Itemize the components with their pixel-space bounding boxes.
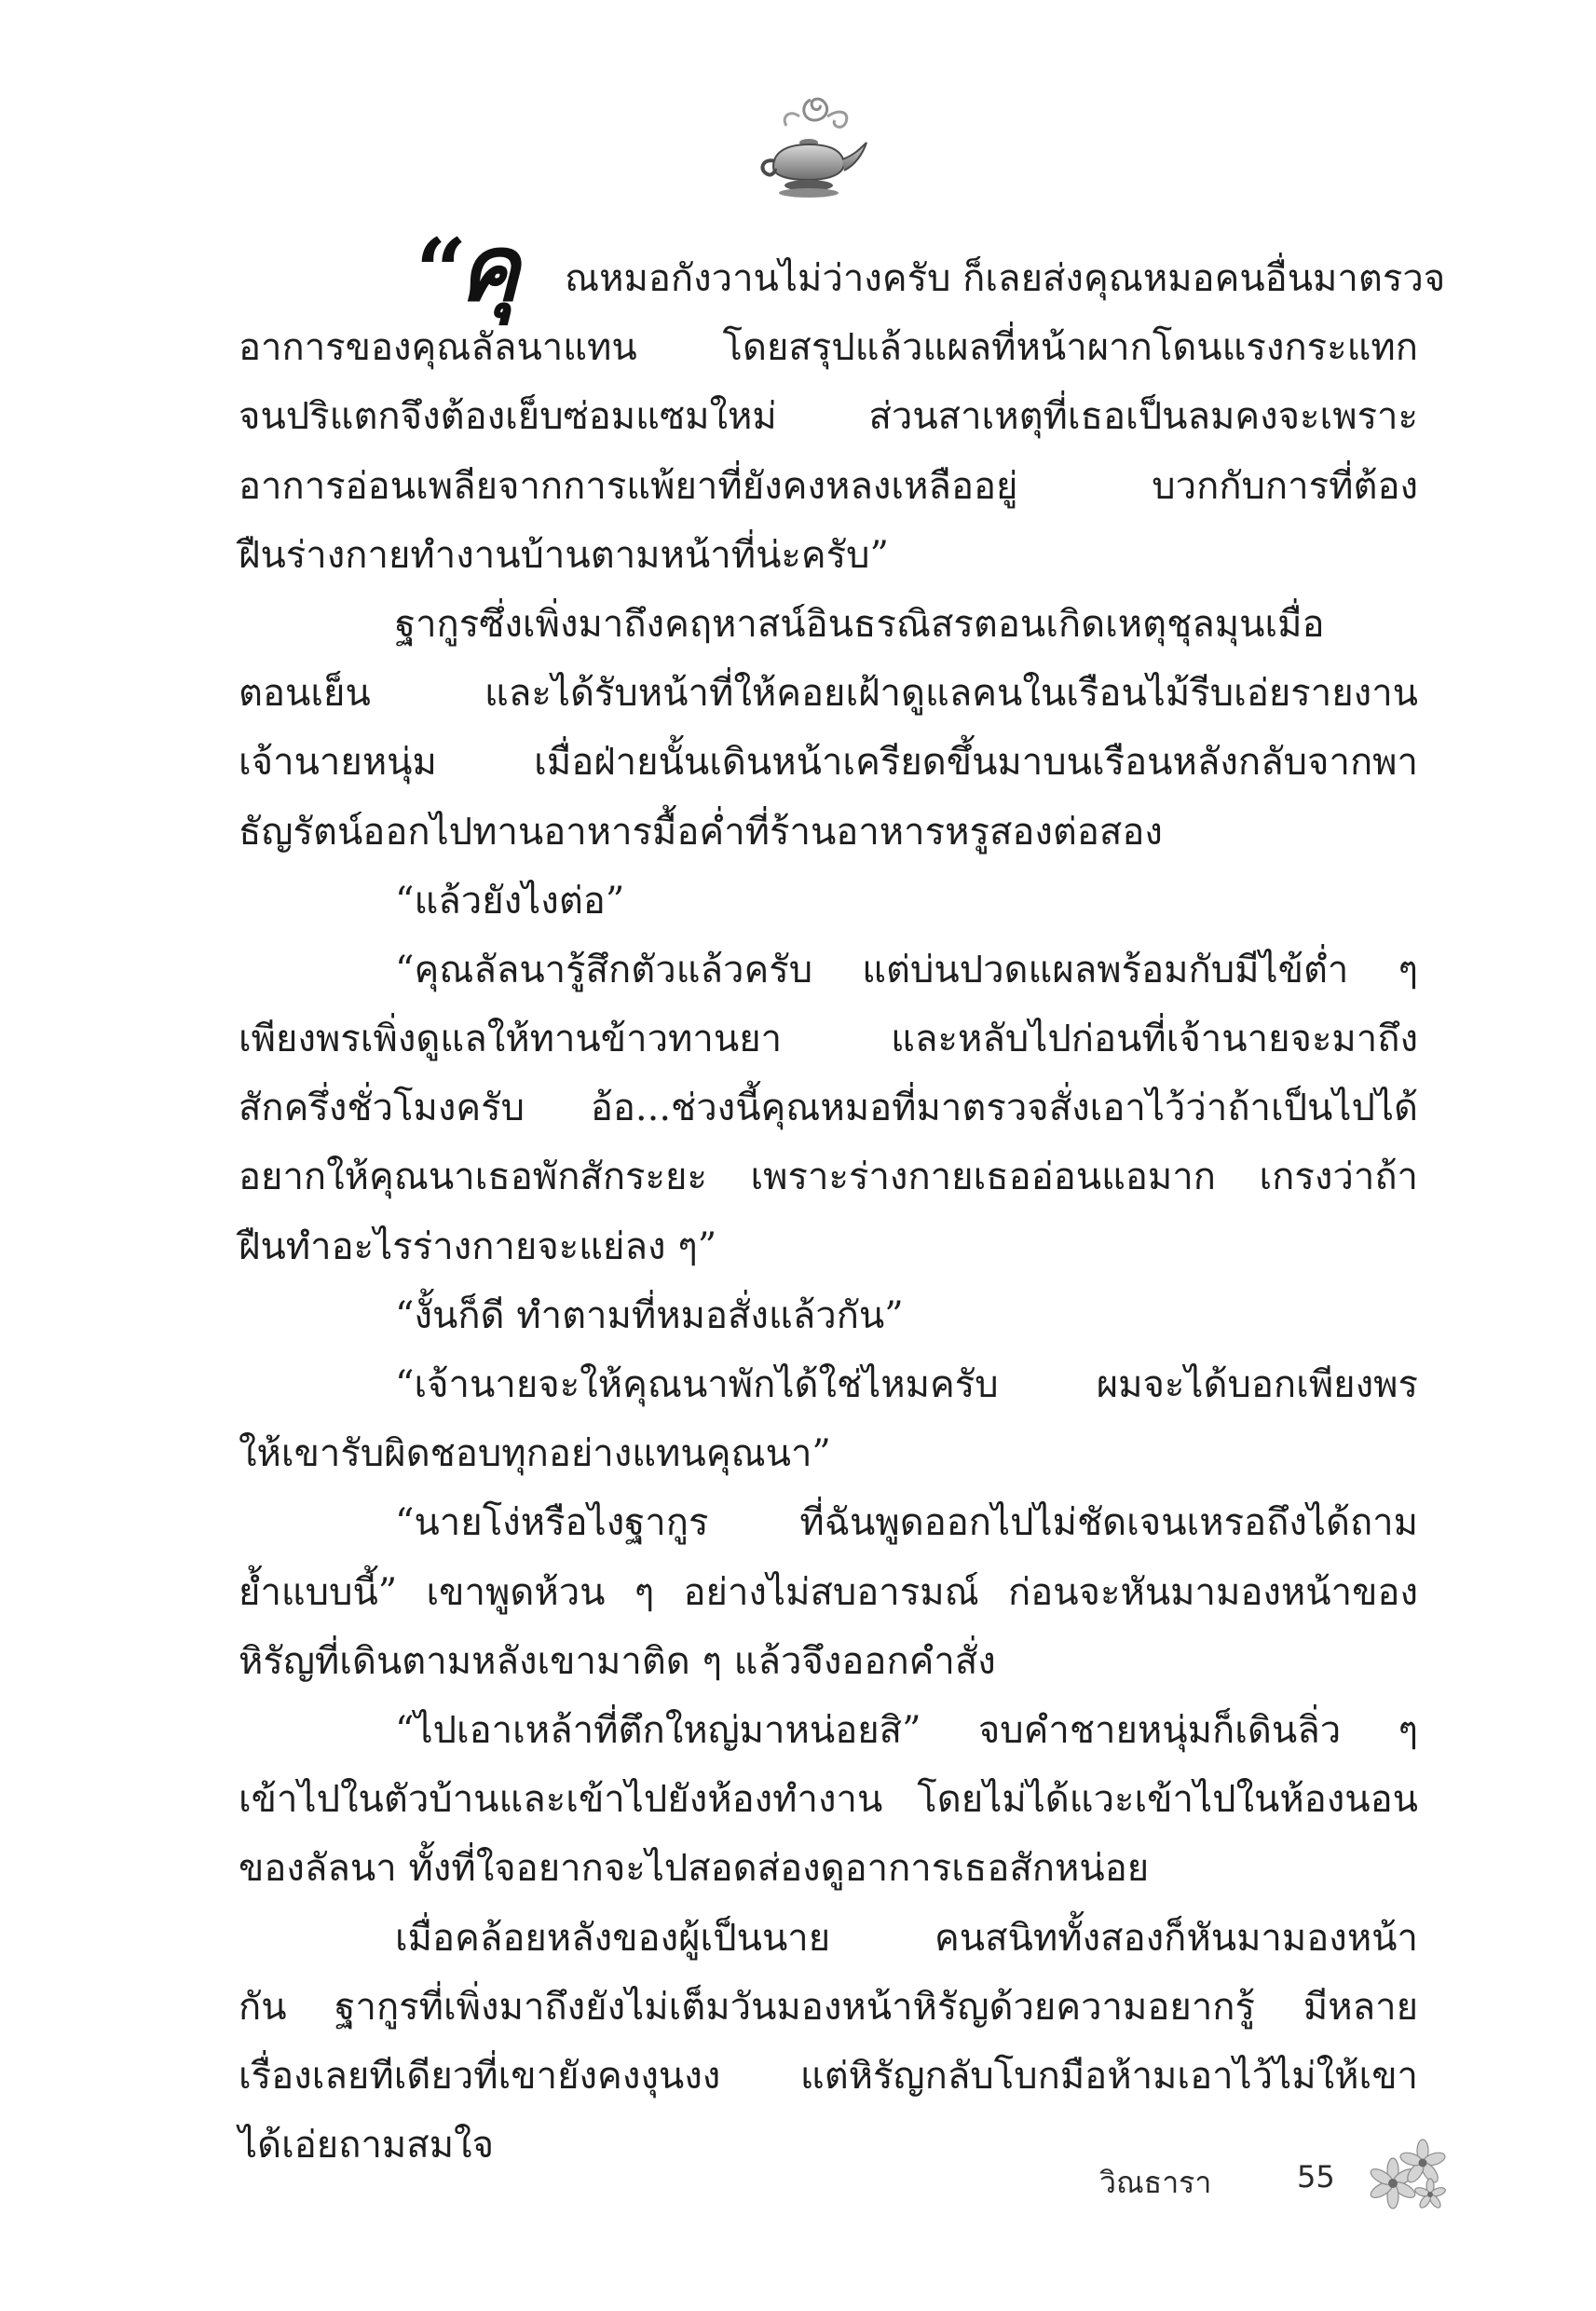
paragraph-line: “เจ้านายจะให้คุณนาพักได้ใช่ไหมครับ ผมจะได้บอกเพียงพร — [395, 1363, 1418, 1406]
paragraph-line: ธัญรัตน์ออกไปทานอาหารมื้อค่ำที่ร้านอาหารหรูสองต่อสอง — [239, 810, 1163, 854]
paragraph-line: เข้าไปในตัวบ้านและเข้าไปยังห้องทำงาน โดยไม่ได้แวะเข้าไปในห้องนอน — [239, 1778, 1418, 1822]
paragraph-line: ฐากูรซึ่งเพิ่งมาถึงคฤหาสน์อินธรณิสรตอนเกิดเหตุชุลมุนเมื่อ — [395, 602, 1325, 646]
paragraph-line: ฝืนร่างกายทำงานบ้านตามหน้าที่น่ะครับ” — [239, 533, 889, 577]
paragraph-line: เรื่องเลยทีเดียวที่เขายังคงงุนงง แต่หิรัญกลับโบกมือห้ามเอาไว้ไม่ให้เขา — [239, 2054, 1418, 2098]
paragraph-line: “แล้วยังไงต่อ” — [395, 879, 625, 923]
paragraph-line: ย้ำแบบนี้” เขาพูดห้วน ๆ อย่างไม่สบอารมณ์ ก่อนจะหันมามองหน้าของ — [239, 1570, 1418, 1614]
paragraph-line: ฝืนทำอะไรร่างกายจะแย่ลง ๆ” — [239, 1224, 717, 1268]
paragraph-line — [239, 216, 1446, 324]
paragraph-line: เจ้านายหนุ่ม เมื่อฝ่ายนั้นเดินหน้าเครียดขึ้นมาบนเรือนหลังกลับจากพา — [239, 741, 1418, 785]
page-number: 55 — [1297, 2159, 1335, 2195]
paragraph-line: ให้เขารับผิดชอบทุกอย่างแทนคุณนา” — [239, 1432, 831, 1476]
paragraph-line: ได้เอ่ยถามสมใจ — [239, 2124, 495, 2167]
page-footer — [1099, 2129, 1453, 2241]
paragraph-line: สักครึ่งชั่วโมงครับ อ้อ...ช่วงนี้คุณหมอที่มาตรวจสั่งเอาไว้ว่าถ้าเป็นไปได้ — [239, 1087, 1418, 1130]
paragraph-line: “คุณลัลนารู้สึกตัวแล้วครับ แต่บ่นปวดแผลพร้อมกับมีไข้ต่ำ ๆ — [395, 948, 1418, 991]
body-text — [239, 216, 1446, 2180]
paragraph-line: “งั้นก็ดี ทำตามที่หมอสั่งแล้วกัน” — [395, 1293, 904, 1337]
paragraph-line: เมื่อคล้อยหลังของผู้เป็นนาย คนสนิททั้งสองก็หันมามองหน้า — [395, 1916, 1418, 1960]
paragraph-line: อยากให้คุณนาเธอพักสักระยะ เพราะร่างกายเธออ่อนแอมาก เกรงว่าถ้า — [239, 1156, 1418, 1199]
paragraph-line: อาการของคุณลัลนาแทน โดยสรุปแล้วแผลที่หน้าผากโดนแรงกระแทก — [239, 326, 1418, 370]
book-title: วิณธารา — [1099, 2165, 1212, 2200]
flower-cluster-icon — [1365, 2129, 1453, 2218]
dropcap-rest: ณหมอกังวานไม่ว่างครับ ก็เลยส่งคุณหมอคนอื่นมาตรวจ — [565, 257, 1446, 300]
paragraph-line: “นายโง่หรือไงฐากูร ที่ฉันพูดออกไปไม่ชัดเจนเหรอถึงได้ถาม — [395, 1501, 1418, 1545]
paragraph-line: อาการอ่อนเพลียจากการแพ้ยาที่ยังคงหลงเหลืออยู่ บวกกับการที่ต้อง — [239, 464, 1418, 508]
paragraph-line: ของลัลนา ทั้งที่ใจอยากจะไปสอดส่องดูอาการเธอสักหน่อย — [239, 1847, 1150, 1891]
paragraph-line: จนปริแตกจึงต้องเย็บซ่อมแซมใหม่ ส่วนสาเหตุที่เธอเป็นลมคงจะเพราะ — [239, 395, 1418, 439]
dropcap-letter: คุ — [458, 216, 520, 322]
genie-lamp-icon — [753, 89, 870, 206]
paragraph-line: กัน ฐากูรที่เพิ่งมาถึงยังไม่เต็มวันมองหน้าหิรัญด้วยความอยากรู้ มีหลาย — [239, 1985, 1418, 2029]
paragraph-line: เพียงพรเพิ่งดูแลให้ทานข้าวทานยา และหลับไปก่อนที่เจ้านายจะมาถึง — [239, 1018, 1418, 1061]
paragraph-line: หิรัญที่เดินตามหลังเขามาติด ๆ แล้วจึงออกคำสั่ง — [239, 1639, 996, 1683]
dropcap-quote: “ — [416, 219, 468, 324]
paragraph-line: ตอนเย็น และได้รับหน้าที่ให้คอยเฝ้าดูแลคนในเรือนไม้รีบเอ่ยรายงาน — [239, 672, 1418, 716]
paragraph-line: “ไปเอาเหล้าที่ตึกใหญ่มาหน่อยสิ” จบคำชายหนุ่มก็เดินลิ่ว ๆ — [395, 1708, 1418, 1752]
